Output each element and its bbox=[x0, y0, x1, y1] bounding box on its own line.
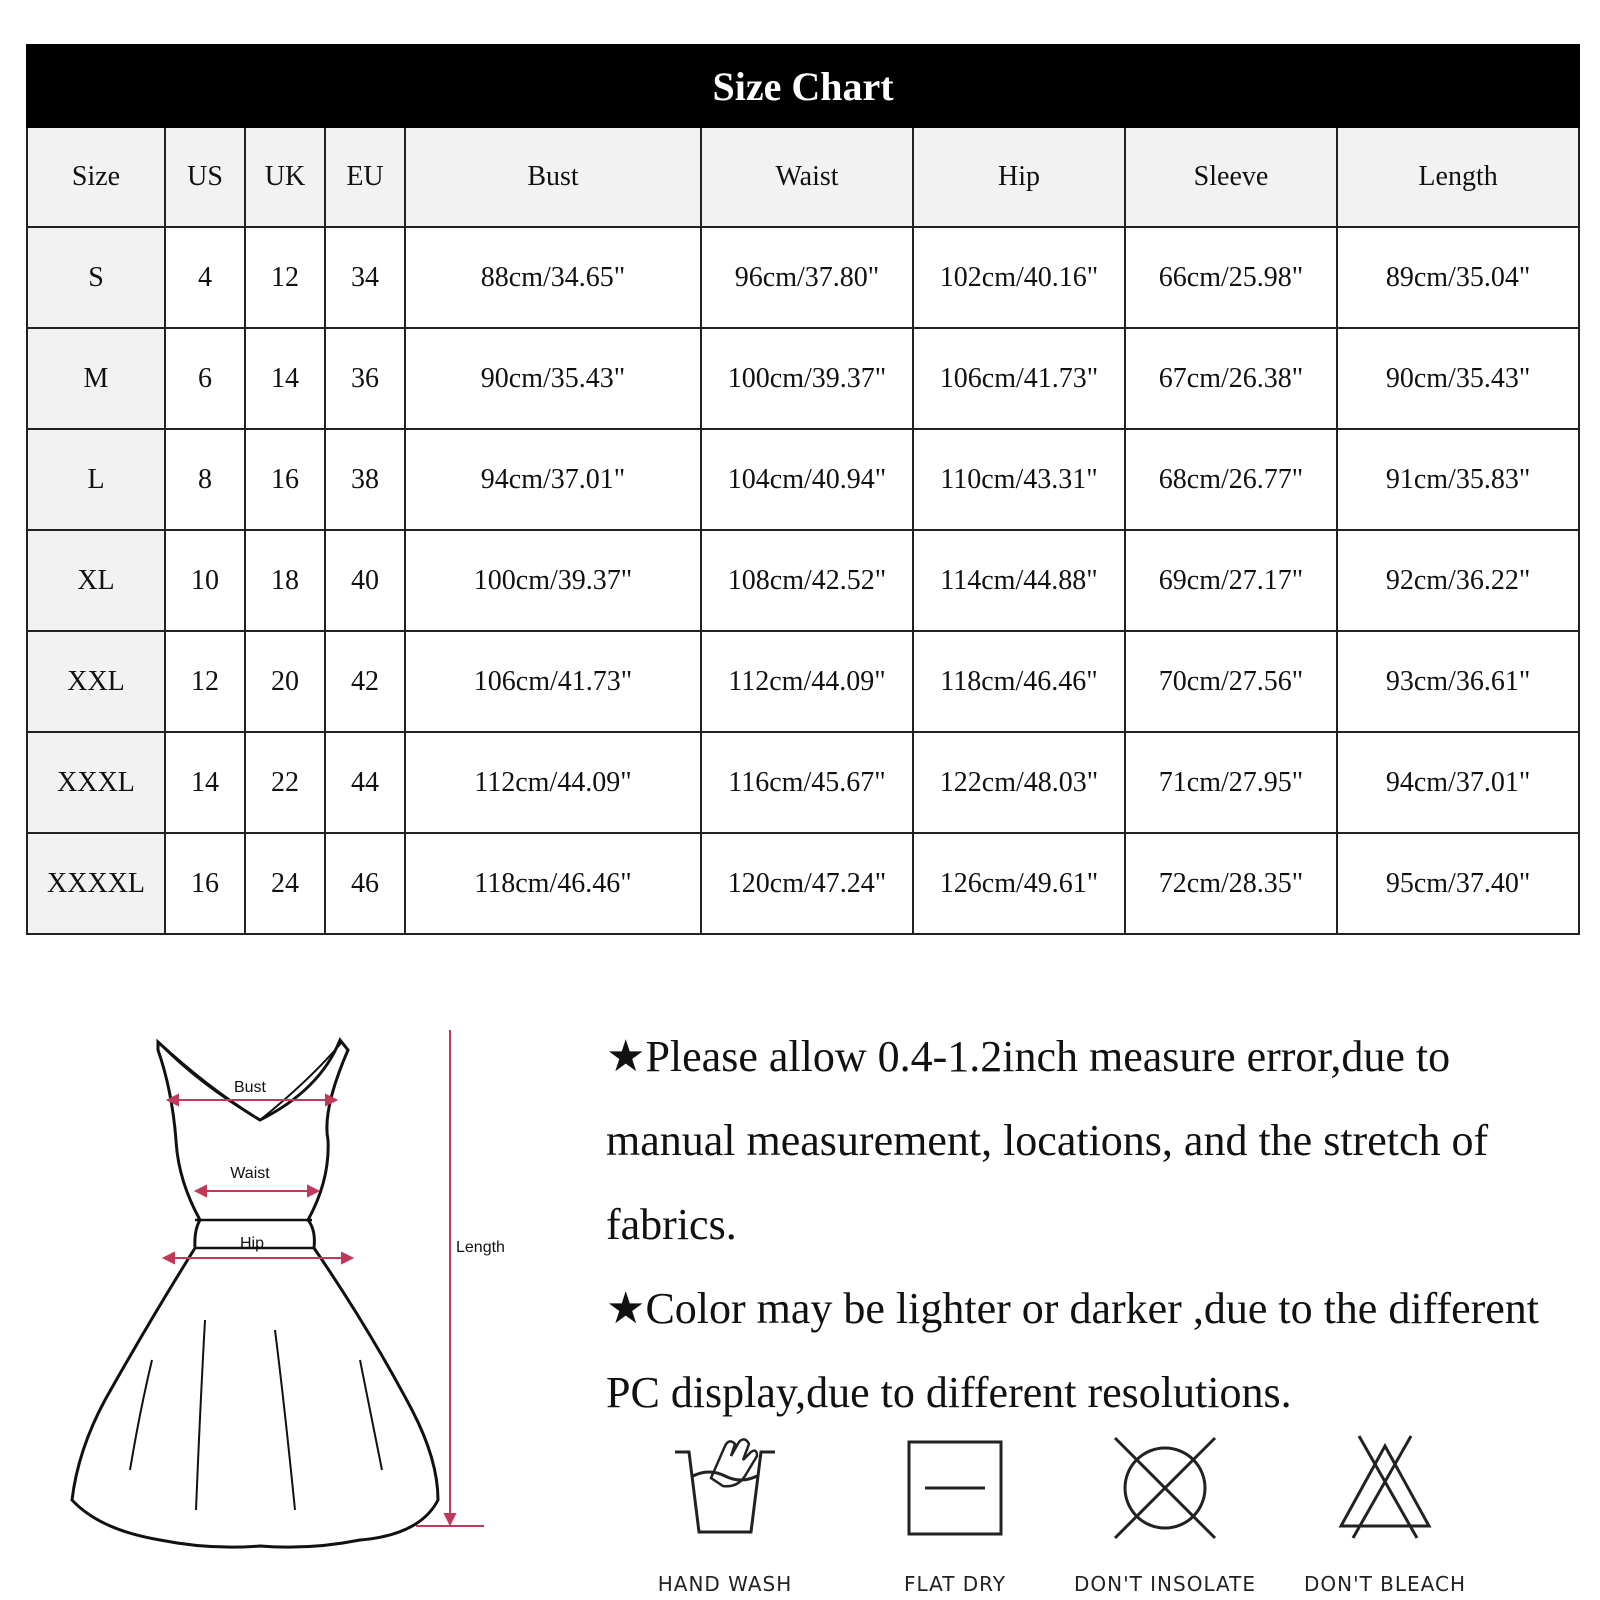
table-cell: 44 bbox=[325, 732, 405, 833]
table-cell: 112cm/44.09" bbox=[701, 631, 913, 732]
dress-illustration bbox=[60, 1030, 530, 1590]
table-cell: 94cm/37.01" bbox=[1337, 732, 1579, 833]
table-cell: 88cm/34.65" bbox=[405, 227, 701, 328]
table-cell: 116cm/45.67" bbox=[701, 732, 913, 833]
table-cell: 122cm/48.03" bbox=[913, 732, 1125, 833]
table-cell: 18 bbox=[245, 530, 325, 631]
table-row bbox=[27, 530, 1579, 631]
table-cell: 68cm/26.77" bbox=[1125, 429, 1337, 530]
size-label-cell: L bbox=[27, 429, 165, 530]
table-cell: 114cm/44.88" bbox=[913, 530, 1125, 631]
table-cell: 69cm/27.17" bbox=[1125, 530, 1337, 631]
care-label-hand-wash: HAND WASH bbox=[657, 1572, 793, 1596]
table-cell: 112cm/44.09" bbox=[405, 732, 701, 833]
waist-label: Waist bbox=[230, 1165, 270, 1182]
bust-arrow-right bbox=[326, 1095, 336, 1105]
table-cell: 4 bbox=[165, 227, 245, 328]
hip-label: Hip bbox=[239, 1235, 265, 1252]
size-chart bbox=[26, 44, 1578, 935]
table-cell: 8 bbox=[165, 429, 245, 530]
note-measure-error: ★Please allow 0.4-1.2inch measure error,due to manual measurement, locations, and the stretch of fabrics. bbox=[606, 1032, 1489, 1249]
column-header: US bbox=[165, 127, 245, 227]
table-cell: 90cm/35.43" bbox=[405, 328, 701, 429]
table-cell: 104cm/40.94" bbox=[701, 429, 913, 530]
measure-lines bbox=[164, 1030, 484, 1526]
care-label-flat-dry: FLAT DRY bbox=[903, 1572, 1007, 1596]
table-cell: 93cm/36.61" bbox=[1337, 631, 1579, 732]
size-chart-table bbox=[26, 44, 1580, 935]
table-cell: 72cm/28.35" bbox=[1125, 833, 1337, 934]
table-cell: 16 bbox=[165, 833, 245, 934]
table-cell: 40 bbox=[325, 530, 405, 631]
table-cell: 10 bbox=[165, 530, 245, 631]
length-label: Length bbox=[456, 1239, 505, 1256]
table-cell: 14 bbox=[245, 328, 325, 429]
dress-folds bbox=[130, 1320, 382, 1510]
care-item-dont-insolate bbox=[1060, 1432, 1270, 1600]
size-chart-title: Size Chart bbox=[27, 45, 1579, 127]
column-header: UK bbox=[245, 127, 325, 227]
care-item-flat-dry bbox=[850, 1432, 1060, 1600]
table-header-row bbox=[27, 127, 1579, 227]
table-cell: 108cm/42.52" bbox=[701, 530, 913, 631]
column-header: Bust bbox=[405, 127, 701, 227]
size-label-cell: XXL bbox=[27, 631, 165, 732]
table-cell: 100cm/39.37" bbox=[701, 328, 913, 429]
table-cell: 24 bbox=[245, 833, 325, 934]
dont-insolate-icon bbox=[1105, 1432, 1225, 1542]
size-label-cell: S bbox=[27, 227, 165, 328]
size-label-cell: XXXL bbox=[27, 732, 165, 833]
table-cell: 120cm/47.24" bbox=[701, 833, 913, 934]
table-cell: 12 bbox=[165, 631, 245, 732]
table-row bbox=[27, 429, 1579, 530]
table-cell: 106cm/41.73" bbox=[405, 631, 701, 732]
table-cell: 118cm/46.46" bbox=[913, 631, 1125, 732]
table-cell: 14 bbox=[165, 732, 245, 833]
table-cell: 71cm/27.95" bbox=[1125, 732, 1337, 833]
care-item-dont-bleach bbox=[1280, 1432, 1490, 1600]
table-cell: 42 bbox=[325, 631, 405, 732]
table-cell: 66cm/25.98" bbox=[1125, 227, 1337, 328]
care-label-dont-insolate: DON'T INSOLATE bbox=[1073, 1572, 1257, 1596]
table-cell: 46 bbox=[325, 833, 405, 934]
product-notes bbox=[606, 1015, 1566, 1435]
table-cell: 34 bbox=[325, 227, 405, 328]
table-cell: 126cm/49.61" bbox=[913, 833, 1125, 934]
table-cell: 67cm/26.38" bbox=[1125, 328, 1337, 429]
care-label-dont-bleach: DON'T BLEACH bbox=[1303, 1572, 1466, 1596]
table-cell: 91cm/35.83" bbox=[1337, 429, 1579, 530]
table-cell: 95cm/37.40" bbox=[1337, 833, 1579, 934]
table-cell: 38 bbox=[325, 429, 405, 530]
dress-measurement-diagram bbox=[60, 1030, 530, 1590]
hip-arrow-right bbox=[342, 1253, 352, 1263]
table-cell: 22 bbox=[245, 732, 325, 833]
size-label-cell: XXXXL bbox=[27, 833, 165, 934]
table-cell: 96cm/37.80" bbox=[701, 227, 913, 328]
table-cell: 106cm/41.73" bbox=[913, 328, 1125, 429]
table-cell: 118cm/46.46" bbox=[405, 833, 701, 934]
table-cell: 36 bbox=[325, 328, 405, 429]
dont-bleach-icon bbox=[1325, 1432, 1445, 1542]
column-header: Hip bbox=[913, 127, 1125, 227]
column-header: Waist bbox=[701, 127, 913, 227]
note-color-variance: ★Color may be lighter or darker ,due to the different PC display,due to different resolutions. bbox=[606, 1284, 1540, 1417]
table-row bbox=[27, 732, 1579, 833]
flat-dry-icon bbox=[895, 1432, 1015, 1542]
table-row bbox=[27, 631, 1579, 732]
length-arrow-bottom bbox=[445, 1514, 455, 1524]
table-row bbox=[27, 227, 1579, 328]
table-cell: 16 bbox=[245, 429, 325, 530]
care-item-hand-wash bbox=[620, 1432, 830, 1600]
column-header: Length bbox=[1337, 127, 1579, 227]
hip-arrow-left bbox=[164, 1253, 174, 1263]
table-cell: 6 bbox=[165, 328, 245, 429]
waist-arrow-left bbox=[196, 1186, 206, 1196]
table-cell: 20 bbox=[245, 631, 325, 732]
table-cell: 90cm/35.43" bbox=[1337, 328, 1579, 429]
column-header: Sleeve bbox=[1125, 127, 1337, 227]
table-body bbox=[27, 227, 1579, 934]
table-cell: 89cm/35.04" bbox=[1337, 227, 1579, 328]
size-label-cell: XL bbox=[27, 530, 165, 631]
table-row bbox=[27, 328, 1579, 429]
table-cell: 92cm/36.22" bbox=[1337, 530, 1579, 631]
table-cell: 12 bbox=[245, 227, 325, 328]
table-cell: 102cm/40.16" bbox=[913, 227, 1125, 328]
hand-wash-icon bbox=[665, 1432, 785, 1542]
table-row bbox=[27, 833, 1579, 934]
column-header: EU bbox=[325, 127, 405, 227]
table-cell: 110cm/43.31" bbox=[913, 429, 1125, 530]
table-cell: 70cm/27.56" bbox=[1125, 631, 1337, 732]
bust-label: Bust bbox=[233, 1079, 267, 1096]
care-instructions bbox=[620, 1432, 1580, 1600]
table-cell: 100cm/39.37" bbox=[405, 530, 701, 631]
column-header: Size bbox=[27, 127, 165, 227]
size-label-cell: M bbox=[27, 328, 165, 429]
table-cell: 94cm/37.01" bbox=[405, 429, 701, 530]
waist-arrow-right bbox=[308, 1186, 318, 1196]
